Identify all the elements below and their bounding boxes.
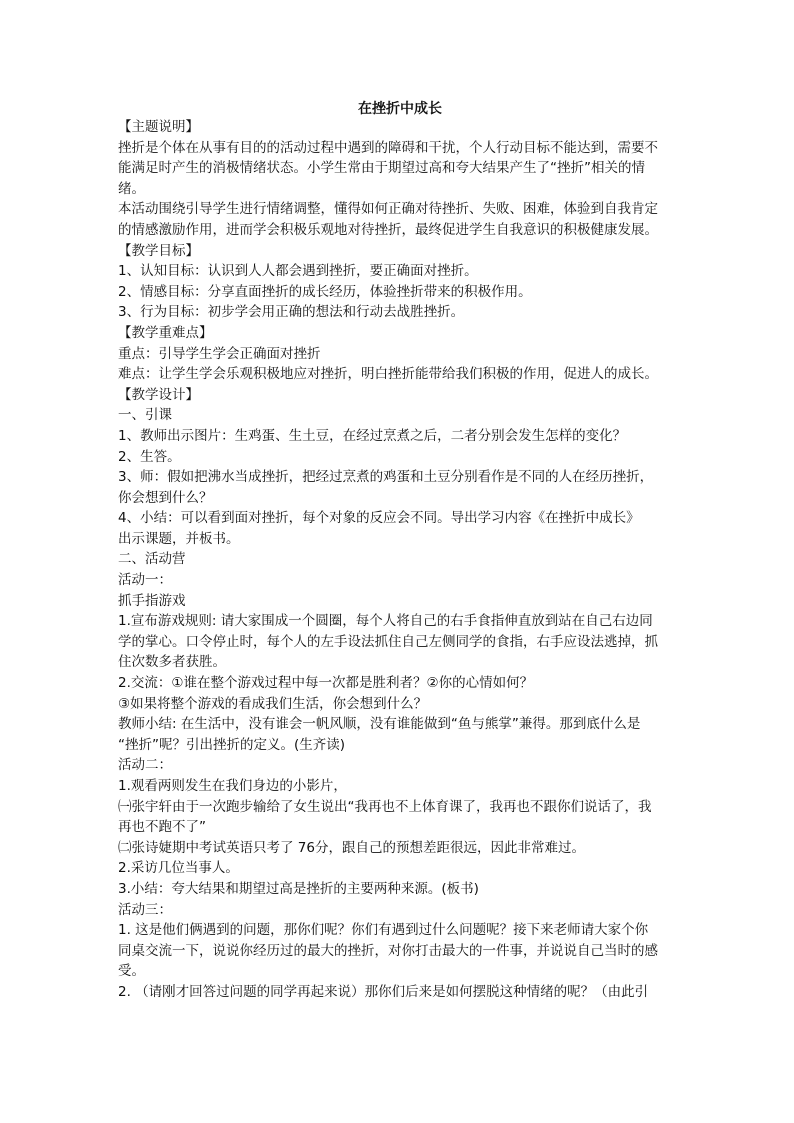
body-line: 2.采访几位当事人。 [118, 860, 239, 877]
body-line: 3、师：假如把沸水当成挫折，把经过烹煮的鸡蛋和土豆分别看作是不同的人在经历挫折， [118, 469, 654, 486]
body-line: 绪。 [118, 180, 145, 197]
body-line: 本活动围绕引导学生进行情绪调整，懂得如何正确对待挫折、失败、困难，体验到自我肯定 [118, 201, 658, 218]
body-line: 再也不跑不了” [118, 819, 206, 836]
body-line: 你会想到什么？ [118, 489, 213, 506]
subsection-heading: 二、活动营 [118, 551, 186, 568]
activity-heading: 活动一： [118, 572, 172, 589]
body-line: 3.小结：夸大结果和期望过高是挫折的主要两种来源。(板书) [118, 880, 479, 897]
body-line: 1.观看两则发生在我们身边的小影片， [118, 778, 347, 794]
body-line: ㈠张宇轩由于一次跑步输给了女生说出“我再也不上体育课了，我再也不跟你们说话了，我 [118, 798, 652, 815]
body-line: 挫折是个体在从事有目的的活动过程中遇到的障碍和干扰，个人行动目标不能达到，需要不 [118, 139, 658, 156]
body-line: ③如果将整个游戏的看成我们生活，你会想到什么？ [118, 695, 428, 712]
body-line: 的情感激励作用，进而学会积极乐观地对待挫折，最终促进学生自我意识的积极健康发展。 [118, 221, 658, 238]
body-line: 住次数多者获胜。 [118, 654, 226, 671]
body-line: 同桌交流一下，说说你经历过的最大的挫折，对你打击最大的一件事，并说说自己当时的感 [118, 942, 658, 959]
body-line: “挫折”呢？引出挫折的定义。(生齐读) [118, 736, 346, 753]
body-line: ㈡张诗婕期中考试英语只考了 76分，跟自己的预想差距很远，因此非常难过。 [118, 839, 585, 856]
subsection-heading: 一、引课 [118, 407, 172, 424]
body-line: 学的掌心。口令停止时，每个人的左手设法抓住自己左侧同学的食指，右手应设法逃掉，抓 [118, 633, 658, 650]
body-line: 教师小结: 在生活中，没有谁会一帆风顺，没有谁能做到“鱼与熊掌”兼得。那到底什么是 [118, 716, 641, 733]
body-line: 2.交流：①谁在整个游戏过程中每一次都是胜利者？②你的心情如何？ [118, 675, 534, 692]
body-line: 抓手指游戏 [118, 592, 186, 609]
body-line: 1. 这是他们俩遇到的问题，那你们呢？你们有遇到过什么问题呢？接下来老师请大家个你 [118, 922, 649, 939]
body-line: 2、情感目标：分享直面挫折的成长经历，体验挫折带来的积极作用。 [118, 283, 532, 300]
body-line: 难点：让学生学会乐观积极地应对挫折，明白挫折能带给我们积极的作用，促进人的成长。 [118, 366, 658, 383]
section-heading-key-points: 【教学重难点】 [118, 324, 213, 341]
document-title: 在挫折中成长 [358, 101, 442, 117]
activity-heading: 活动三： [118, 901, 172, 918]
section-heading-design: 【教学设计】 [118, 386, 199, 403]
body-line: 能满足时产生的消极情绪状态。小学生常由于期望过高和夸大结果产生了“挫折”相关的情 [118, 160, 645, 177]
activity-heading: 活动二： [118, 757, 172, 774]
body-line: 重点：引导学生学会正确面对挫折 [118, 345, 321, 362]
body-line: 1.宣布游戏规则: 请大家围成一个圆圈，每个人将自己的右手食指伸直放到站在自己右边同 [118, 613, 653, 630]
body-line: 4、小结：可以看到面对挫折，每个对象的反应会不同。导出学习内容《在挫折中成长》 [118, 510, 640, 527]
document-body [118, 117, 684, 1003]
body-line: 受。 [118, 963, 145, 980]
body-line: 2、生答。 [118, 448, 181, 465]
body-line: 1、认知目标：认识到人人都会遇到挫折，要正确面对挫折。 [118, 263, 478, 280]
section-heading-goals: 【教学目标】 [118, 242, 199, 259]
body-line: 1、教师出示图片：生鸡蛋、生土豆，在经过烹煮之后，二者分别会发生怎样的变化？ [118, 427, 627, 444]
body-line: 出示课题，并板书。 [118, 530, 240, 547]
body-line: 3、行为目标：初步学会用正确的想法和行动去战胜挫折。 [118, 304, 465, 321]
body-line: 2. （请刚才回答过问题的同学再起来说）那你们后来是如何摆脱这种情绪的呢？（由此引 [118, 983, 649, 1000]
section-heading-theme: 【主题说明】 [118, 119, 199, 135]
